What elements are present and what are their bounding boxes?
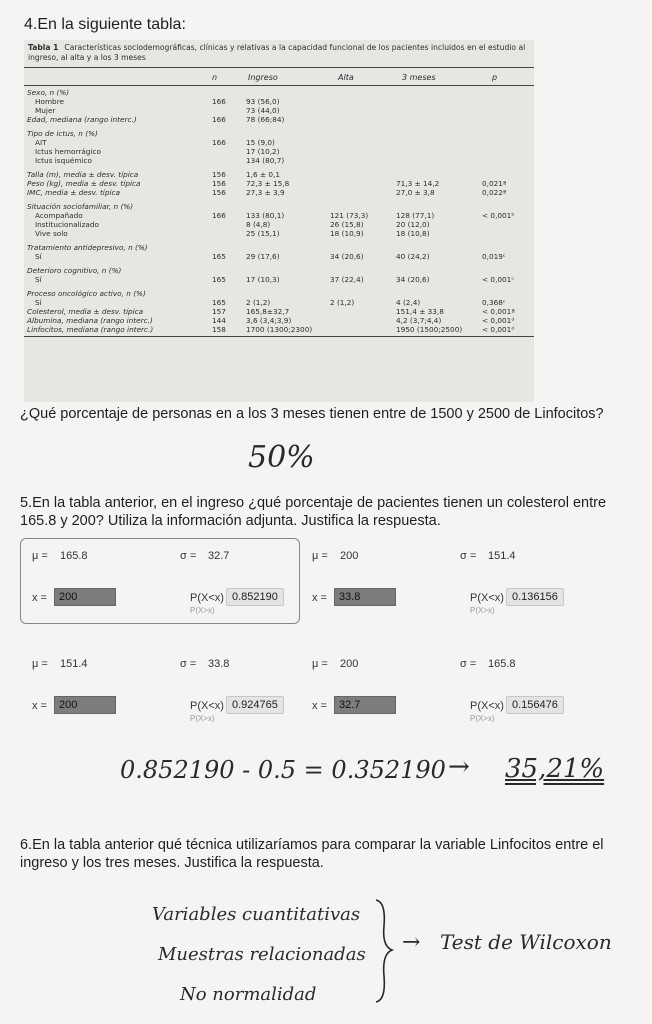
p-greater-label: P(X>x) (190, 714, 215, 723)
p-less-label: P(X<x) (190, 700, 224, 712)
p-less-value: 0.136156 (506, 588, 564, 606)
table-cell-ingreso: 2 (1,2) (246, 298, 271, 307)
table-header-n: n (212, 73, 218, 82)
table-cell-m3: 4 (2,4) (396, 298, 421, 307)
curly-brace (372, 896, 396, 1006)
sigma-label: σ = (180, 550, 197, 562)
q4-question: ¿Qué porcentaje de personas en a los 3 meses tienen entre de 1500 y 2500 de Linfocitos? (20, 406, 604, 422)
x-input[interactable]: 200 (54, 696, 116, 714)
table-row-label: Proceso oncológico activo, n (%) (27, 289, 146, 298)
table-header-rule (24, 85, 534, 86)
table-cell-n: 166 (212, 115, 226, 124)
p-less-value: 0.156476 (506, 696, 564, 714)
table-row-label: Colesterol, media ± desv. típica (27, 307, 144, 316)
table-row-label: Sí (35, 298, 42, 307)
table-cell-m3: 4,2 (3,7;4,4) (396, 316, 442, 325)
table-cell-alta: 26 (15,8) (330, 220, 364, 229)
q6-question: 6.En la tabla anterior qué técnica utilizaríamos para comparar la variable Linfocitos entre el ingreso y los tres meses. Justifica la respuesta. (20, 837, 604, 871)
x-label: x = (312, 700, 327, 712)
table-cell-m3: 18 (10,8) (396, 229, 430, 238)
table-cell-p: 0,019ᶜ (482, 252, 506, 261)
table-top-rule (24, 67, 534, 68)
table-cell-ingreso: 1,6 ± 0,1 (246, 170, 280, 179)
table-cell-p: < 0,001ᵇ (482, 211, 515, 220)
table-cell-ingreso: 27,3 ± 3,9 (246, 188, 285, 197)
table-cell-n: 158 (212, 325, 226, 334)
table-cell-n: 165 (212, 298, 226, 307)
sigma-value: 33.8 (208, 658, 230, 670)
q4-heading: 4.En la siguiente tabla: (24, 16, 186, 33)
mu-label: μ = (312, 550, 328, 562)
table-cell-m3: 71,3 ± 14,2 (396, 179, 440, 188)
table-cell-ingreso: 1700 (1300;2300) (246, 325, 313, 334)
table-row-label: Institucionalizado (35, 220, 100, 229)
mu-value: 165.8 (60, 550, 88, 562)
mu-value: 200 (340, 658, 359, 670)
table-cell-p: 0,368ᶜ (482, 298, 506, 307)
mu-label: μ = (312, 658, 328, 670)
table-cell-m3: 20 (12,0) (396, 220, 430, 229)
q6-note-muestras: Muestras relacionadas (158, 944, 366, 965)
table-row-label: IMC, media ± desv. típica (27, 188, 120, 197)
table-cell-p: < 0,001ᵈ (482, 325, 515, 334)
table-cell-m3: 128 (77,1) (396, 211, 435, 220)
table-row-label: Sí (35, 252, 42, 261)
table-cell-m3: 151,4 ± 33,8 (396, 307, 444, 316)
table-cell-m3: 1950 (1500;2500) (396, 325, 463, 334)
table-row-label: Acompañado (35, 211, 83, 220)
table-row-label: Peso (kg), media ± desv. típica (27, 179, 141, 188)
table-cell-ingreso: 8 (4,8) (246, 220, 271, 229)
table-row-label: Deterioro cognitivo, n (%) (27, 266, 122, 275)
table-row-label: Albumina, mediana (rango interc.) (27, 316, 153, 325)
table-cell-ingreso: 134 (80,7) (246, 156, 285, 165)
table-row-label: Sexo, n (%) (27, 88, 70, 97)
q6-conclusion: Test de Wilcoxon (440, 930, 612, 954)
q6-arrow: → (402, 930, 421, 955)
table-cell-alta: 34 (20,6) (330, 252, 364, 261)
x-input[interactable]: 32.7 (334, 696, 396, 714)
calculator-1 (30, 548, 300, 618)
table-bottom-rule (24, 336, 534, 337)
table-row-label: Situación sociofamiliar, n (%) (27, 202, 134, 211)
table-header-alta: Alta (338, 73, 354, 82)
table-cell-ingreso: 3,6 (3,4;3,9) (246, 316, 292, 325)
table-cell-ingreso: 15 (9,0) (246, 138, 275, 147)
table-cell-n: 165 (212, 275, 226, 284)
table-cell-n: 156 (212, 188, 226, 197)
table-cell-n: 166 (212, 97, 226, 106)
table-cell-ingreso: 17 (10,2) (246, 147, 280, 156)
sigma-label: σ = (180, 658, 197, 670)
table-cell-p: < 0,001ᵈ (482, 316, 515, 325)
x-label: x = (32, 700, 47, 712)
p-less-label: P(X<x) (470, 700, 504, 712)
sigma-value: 32.7 (208, 550, 230, 562)
table-row-label: Vive solo (35, 229, 68, 238)
table-row-label: Tratamiento antidepresivo, n (%) (27, 243, 148, 252)
table-row-label: Sí (35, 275, 42, 284)
table-row-label: Tipo de ictus, n (%) (27, 129, 98, 138)
table-cell-ingreso: 17 (10,3) (246, 275, 280, 284)
table-cell-p: < 0,001ᶜ (482, 275, 515, 284)
p-less-label: P(X<x) (190, 592, 224, 604)
table-cell-ingreso: 25 (15,1) (246, 229, 280, 238)
table-cell-alta: 18 (10,9) (330, 229, 364, 238)
table-cell-p: 0,021ª (482, 179, 507, 188)
table-cell-n: 144 (212, 316, 226, 325)
q6-note-variables: Variables cuantitativas (152, 904, 361, 925)
table-cell-ingreso: 78 (66;84) (246, 115, 285, 124)
x-label: x = (312, 592, 327, 604)
table-cell-n: 166 (212, 211, 226, 220)
table-cell-n: 157 (212, 307, 226, 316)
q5-handwritten-result: 35,21% (505, 754, 605, 784)
table-header-3meses: 3 meses (402, 73, 436, 82)
mu-value: 200 (340, 550, 359, 562)
x-input[interactable]: 33.8 (334, 588, 396, 606)
mu-label: μ = (32, 658, 48, 670)
table-cell-alta: 37 (22,4) (330, 275, 364, 284)
q5-question: 5.En la tabla anterior, en el ingreso ¿qué porcentaje de pacientes tienen un colesterol entre 165.8 y 200? Utiliza la información adjunta. Justifica la respuesta. (20, 495, 607, 529)
mu-value: 151.4 (60, 658, 88, 670)
table-cell-alta: 121 (73,3) (330, 211, 369, 220)
table-row-label: Linfocitos, mediana (rango interc.) (27, 325, 154, 334)
q5-handwritten-calculation: 0.852190 - 0.5 = 0.352190 (120, 756, 446, 784)
sigma-value: 151.4 (488, 550, 516, 562)
p-less-value: 0.924765 (226, 696, 284, 714)
q4-handwritten-answer: 50% (248, 440, 315, 475)
table-row-label: AIT (35, 138, 47, 147)
sigma-label: σ = (460, 658, 477, 670)
table-header-ingreso: Ingreso (248, 73, 278, 82)
p-less-label: P(X<x) (470, 592, 504, 604)
table-cell-p: < 0,001ª (482, 307, 515, 316)
table-cell-ingreso: 93 (56,0) (246, 97, 280, 106)
mu-label: μ = (32, 550, 48, 562)
table-caption-text: Características sociodemográficas, clínicas y relativas a la capacidad funcional de los pacientes incluidos en el estudio al ingreso, al alta y a los 3 meses (28, 43, 526, 62)
table-cell-ingreso: 29 (17,6) (246, 252, 280, 261)
table-row-label: Edad, mediana (rango interc.) (27, 115, 137, 124)
sigma-value: 165.8 (488, 658, 516, 670)
calculator-3 (30, 656, 300, 726)
table-row-label: Ictus hemorrágico (35, 147, 101, 156)
table-cell-alta: 2 (1,2) (330, 298, 355, 307)
table-row-label: Talla (m), media ± desv. típica (27, 170, 139, 179)
table-cell-p: 0,022ª (482, 188, 507, 197)
table-caption-number: Tabla 1 (28, 43, 59, 52)
p-greater-label: P(X>x) (190, 606, 215, 615)
table-header-p: p (492, 73, 498, 82)
calculator-2 (310, 548, 580, 618)
table-row-label: Mujer (35, 106, 56, 115)
results-table (24, 40, 534, 402)
table-cell-ingreso: 165,8±32,7 (246, 307, 290, 316)
table-cell-n: 156 (212, 179, 226, 188)
table-row-label: Hombre (35, 97, 65, 106)
table-cell-ingreso: 133 (80,1) (246, 211, 285, 220)
x-label: x = (32, 592, 47, 604)
calculator-4 (310, 656, 580, 726)
table-cell-m3: 34 (20,6) (396, 275, 430, 284)
p-greater-label: P(X>x) (470, 606, 495, 615)
table-cell-ingreso: 73 (44,0) (246, 106, 280, 115)
sigma-label: σ = (460, 550, 477, 562)
q5-arrow: → (448, 752, 470, 782)
table-row-label: Ictus isquémico (35, 156, 92, 165)
table-cell-n: 165 (212, 252, 226, 261)
table-cell-m3: 27,0 ± 3,8 (396, 188, 435, 197)
table-cell-ingreso: 72,3 ± 15,8 (246, 179, 290, 188)
table-cell-n: 166 (212, 138, 226, 147)
p-greater-label: P(X>x) (470, 714, 495, 723)
table-caption (28, 43, 533, 63)
p-less-value: 0.852190 (226, 588, 284, 606)
x-input[interactable]: 200 (54, 588, 116, 606)
table-cell-m3: 40 (24,2) (396, 252, 430, 261)
q6-note-normalidad: No normalidad (180, 984, 317, 1005)
table-cell-n: 156 (212, 170, 226, 179)
